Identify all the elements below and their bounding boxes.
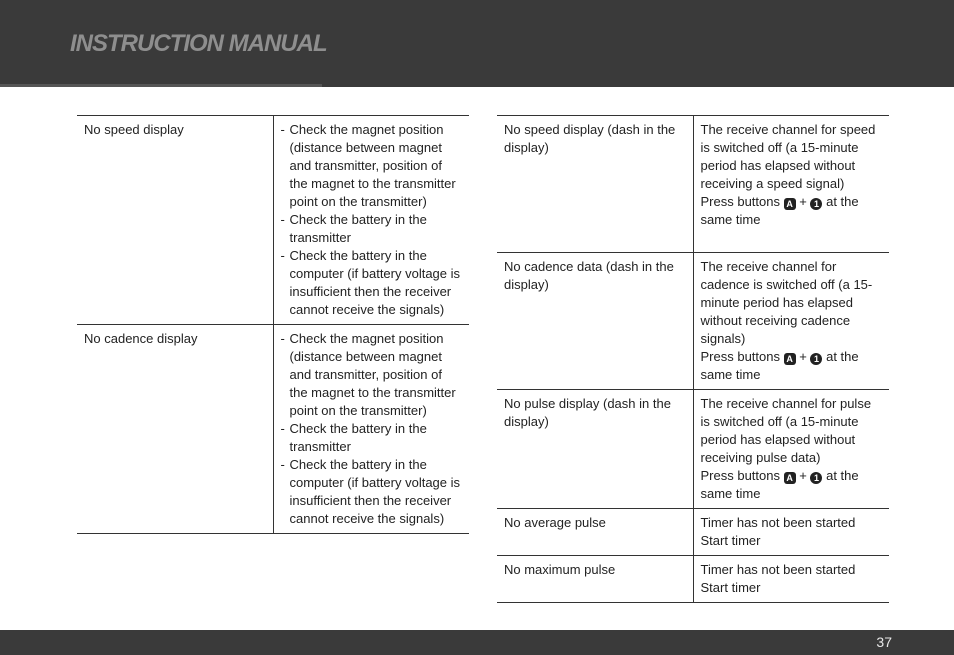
plus-sign: + (799, 194, 807, 209)
plus-sign: + (799, 349, 807, 364)
solution-item: - Check the battery in the transmitter (281, 211, 463, 247)
table-row (497, 509, 889, 556)
solution-item: - Check the battery in the transmitter (281, 420, 463, 456)
solution-cell (693, 390, 889, 509)
button-1-icon: 1 (810, 198, 822, 210)
plus-sign: + (799, 468, 807, 483)
action-text (701, 467, 883, 503)
troubleshooting-table-left (77, 115, 469, 534)
footer-bar (0, 630, 954, 655)
header-bar (0, 0, 954, 87)
table-row (497, 116, 889, 253)
problem-cell: No maximum pulse (497, 556, 693, 603)
cause-text: The receive channel for speed is switched off (a 15-minute period has elapsed without receiving a speed signal) (700, 122, 876, 191)
solution-cell (273, 116, 469, 325)
button-a-icon: A (784, 353, 796, 365)
table-row (497, 390, 889, 509)
solution-text: Check the battery in the transmitter (289, 421, 427, 454)
table-row (497, 253, 889, 390)
action-prefix: Press buttons (700, 349, 780, 364)
action-suffix: at the same time (700, 194, 859, 227)
problem-cell: No average pulse (497, 509, 693, 556)
solution-item: - Check the battery in the computer (if battery voltage is insufficient then the receiver cannot receive the signals) (280, 248, 461, 317)
button-1-icon: 1 (810, 472, 822, 484)
problem-cell: No speed display (dash in the display) (497, 116, 693, 253)
action-suffix: at the same time (700, 349, 859, 382)
table-row (497, 556, 889, 603)
solution-cell (693, 116, 889, 253)
solution-text: Check the battery in the transmitter (289, 212, 427, 245)
page-number: 37 (876, 634, 892, 650)
solution-text: Check the battery in the computer (if battery voltage is insufficient then the receiver cannot receive the signals) (289, 248, 461, 317)
problem-cell: No speed display (77, 116, 273, 325)
action-text: Start timer (700, 580, 761, 595)
solution-item: - Check the magnet position (distance between magnet and transmitter, position of the magnet to the transmitter point on the transmitter) (281, 121, 463, 211)
action-prefix: Press buttons (700, 194, 780, 209)
header-underline (0, 84, 322, 87)
button-a-icon: A (784, 472, 796, 484)
solution-cell (693, 509, 889, 556)
table-row (77, 116, 469, 325)
problem-cell: No cadence display (77, 325, 273, 534)
action-text (701, 193, 883, 229)
troubleshooting-table-right (497, 115, 889, 603)
page-title: INSTRUCTION MANUAL (70, 30, 327, 57)
solution-text: Check the magnet position (distance between magnet and transmitter, position of the magnet to the transmitter point on the transmitter) (289, 331, 456, 418)
problem-cell: No pulse display (dash in the display) (497, 390, 693, 509)
button-a-icon: A (784, 198, 796, 210)
solution-cell (693, 253, 889, 390)
table-row (77, 325, 469, 534)
cause-text: Timer has not been started (700, 562, 856, 577)
action-text (701, 348, 883, 384)
cause-text: The receive channel for pulse is switched off (a 15-minute period has elapsed without receiving pulse data) (700, 396, 872, 465)
solution-item: - Check the magnet position (distance between magnet and transmitter, position of the magnet to the transmitter point on the transmitter) (281, 330, 463, 420)
cause-text: Timer has not been started (700, 515, 856, 530)
solution-text: Check the magnet position (distance between magnet and transmitter, position of the magnet to the transmitter point on the transmitter) (289, 122, 456, 209)
solution-cell (693, 556, 889, 603)
action-text: Start timer (700, 533, 761, 548)
cause-text: The receive channel for cadence is switched off (a 15-minute period has elapsed without receiving cadence signals) (700, 259, 873, 346)
button-1-icon: 1 (810, 353, 822, 365)
problem-cell: No cadence data (dash in the display) (497, 253, 693, 390)
action-prefix: Press buttons (700, 468, 780, 483)
action-suffix: at the same time (700, 468, 859, 501)
solution-item: - Check the battery in the computer (if battery voltage is insufficient then the receiver cannot receive the signals) (280, 457, 461, 526)
solution-text: Check the battery in the computer (if battery voltage is insufficient then the receiver cannot receive the signals) (289, 457, 461, 526)
solution-cell (273, 325, 469, 534)
